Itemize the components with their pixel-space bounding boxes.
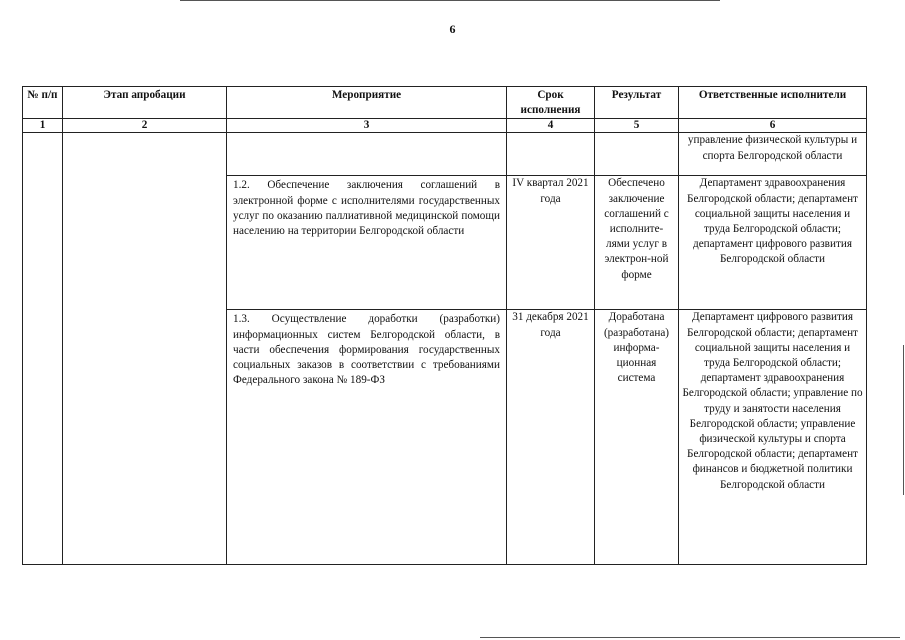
header-result: Результат — [595, 87, 679, 119]
responsible-cell: Департамент здравоохранения Белгородской области; департамент социальной защиты населения и труда Белгородской области; департамент цифрового развития Белгородской области — [679, 176, 867, 310]
column-number: 2 — [63, 119, 227, 133]
deadline-cell — [507, 133, 595, 176]
scan-artifact-top — [180, 0, 720, 1]
page-number: 6 — [449, 22, 456, 36]
num-cell — [23, 133, 63, 565]
column-number-row — [23, 119, 867, 133]
table-row — [23, 133, 867, 176]
header-responsible: Ответственные исполнители — [679, 87, 867, 119]
activity-cell: 1.3. Осуществление доработки (разработки) информационных систем Белгородской области, в части обеспечения формирования государственных социальных заказов в соответствии с требованиями Федерального закона № 189-ФЗ — [227, 310, 507, 565]
header-num: № п/п — [23, 87, 63, 119]
header-stage: Этап апробации — [63, 87, 227, 119]
header-deadline: Срок исполнения — [507, 87, 595, 119]
responsible-cell: Департамент цифрового развития Белгородской области; департамент социальной защиты населения и труда Белгородской области; департамент здравоохранения Белгородской области; управление по труду и занятости населения Белгородской области; управление физической культуры и спорта Белгородской области; департамент финансов и бюджетной политики Белгородской области — [679, 310, 867, 565]
scan-artifact-right — [903, 345, 904, 495]
column-number: 5 — [595, 119, 679, 133]
result-cell — [595, 133, 679, 176]
column-number: 4 — [507, 119, 595, 133]
result-cell: Доработана (разработана) информа-ционная система — [595, 310, 679, 565]
responsible-cell: управление физической культуры и спорта Белгородской области — [679, 133, 867, 176]
activities-table — [22, 86, 867, 565]
deadline-cell: 31 декабря 2021 года — [507, 310, 595, 565]
header-activity: Мероприятие — [227, 87, 507, 119]
activity-cell: 1.2. Обеспечение заключения соглашений в электронной форме с исполнителями государственных услуг по оказанию паллиативной медицинской помощи населению на территории Белгородской области — [227, 176, 507, 310]
result-cell: Обеспечено заключение соглашений с исполните-лями услуг в электрон-ной форме — [595, 176, 679, 310]
header-row — [23, 87, 867, 119]
column-number: 1 — [23, 119, 63, 133]
stage-cell — [63, 133, 227, 565]
scan-artifact-bottom — [480, 637, 900, 638]
column-number: 3 — [227, 119, 507, 133]
deadline-cell: IV квартал 2021 года — [507, 176, 595, 310]
activity-cell — [227, 133, 507, 176]
column-number: 6 — [679, 119, 867, 133]
